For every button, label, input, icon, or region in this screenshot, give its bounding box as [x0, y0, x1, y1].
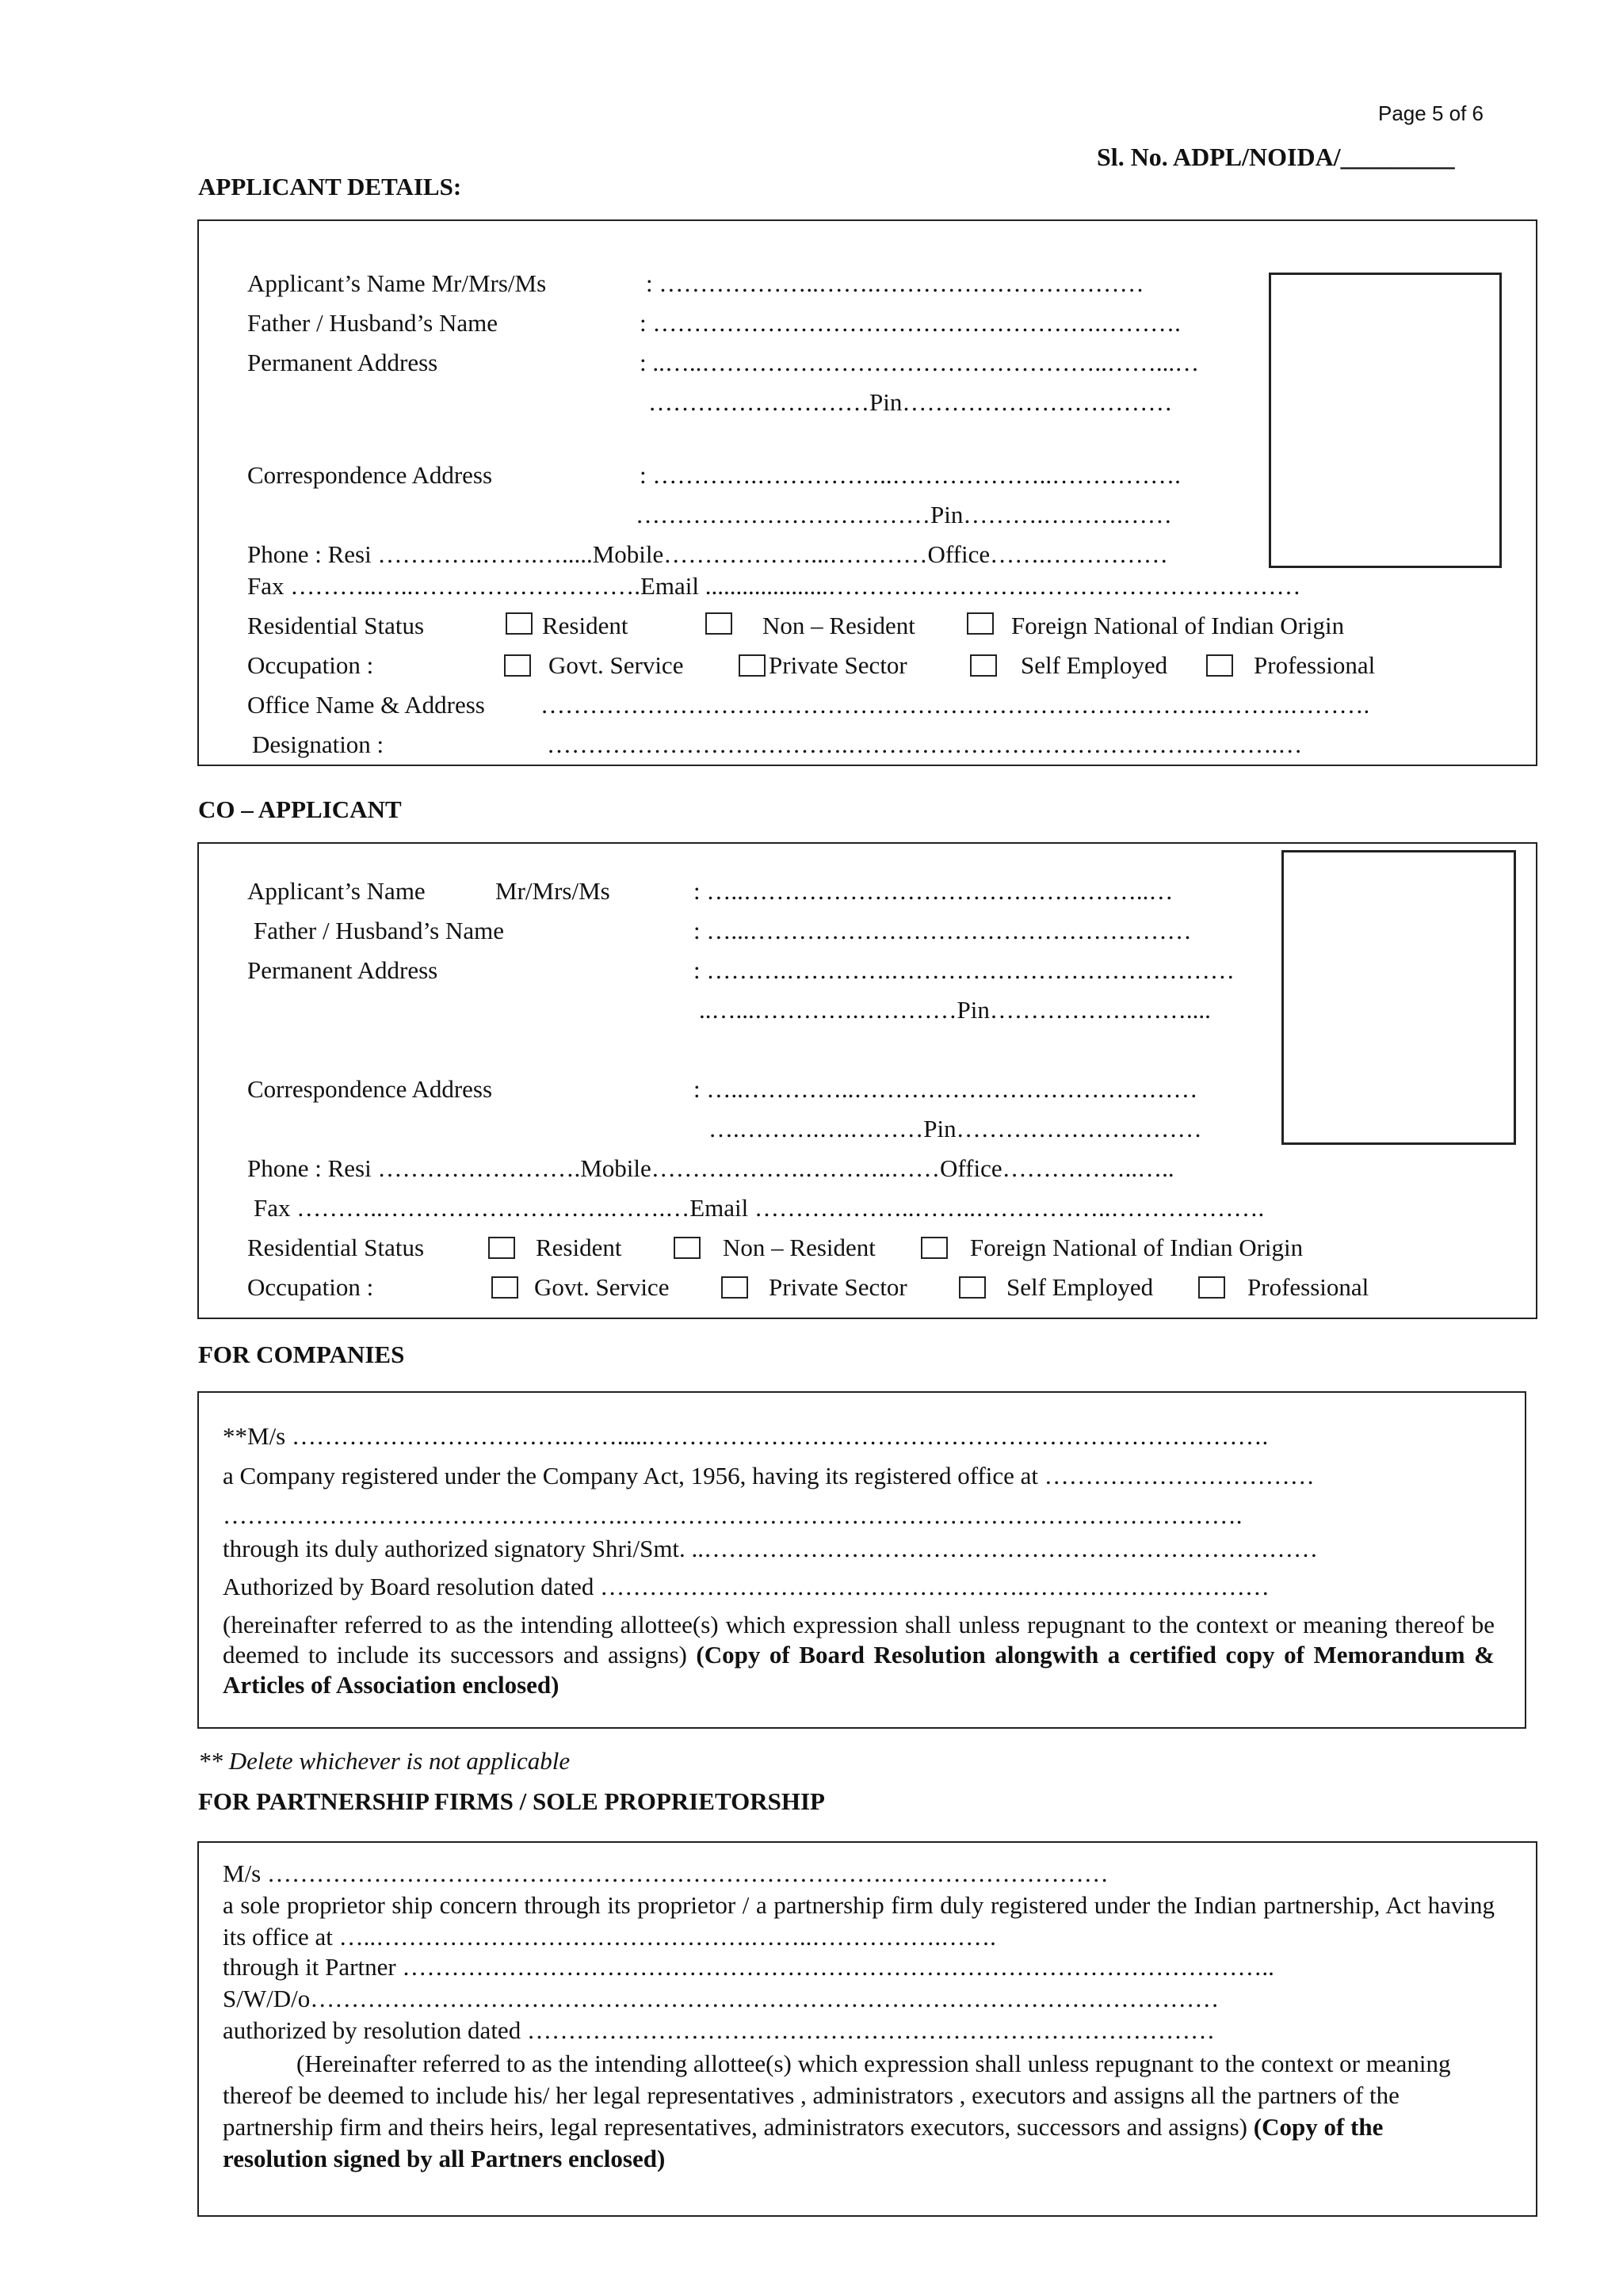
- partnership-resolution-date-field[interactable]: authorized by resolution dated …………………………………………………………………………: [223, 2016, 1215, 2044]
- partnership-office-paragraph[interactable]: a sole proprietor ship concern through its proprietor / a partnership firm duly registered under the Indian partnership, Act having its office at …..……………………………………….……..…………….…….: [223, 1891, 1495, 1951]
- companies-board-resolution-field[interactable]: Authorized by Board resolution dated …………………………………………….…………………………: [223, 1573, 1270, 1600]
- applicant-non-resident-label: Non – Resident: [762, 612, 915, 639]
- applicant-private-sector-label: Private Sector: [769, 651, 907, 679]
- co-applicant-professional-label: Professional: [1247, 1273, 1369, 1301]
- co-applicant-self-employed-checkbox[interactable]: [959, 1276, 986, 1299]
- partnership-swdo-field[interactable]: S/W/D/o…………………………………………………………………………………………………: [223, 1985, 1220, 2012]
- applicant-govt-service-checkbox[interactable]: [504, 654, 531, 677]
- companies-enclosure-note: (Copy of Board Resolution alongwith a certified copy of Memorandum & Articles of Association enclosed): [223, 1641, 1495, 1699]
- co-applicant-non-resident-checkbox[interactable]: [674, 1237, 701, 1259]
- co-applicant-photo-box[interactable]: [1281, 850, 1516, 1145]
- applicant-private-sector-checkbox[interactable]: [739, 654, 766, 677]
- partnership-section-title: FOR PARTNERSHIP FIRMS / SOLE PROPRIETORSHIP: [198, 1787, 825, 1815]
- co-applicant-resident-label: Resident: [536, 1234, 622, 1261]
- co-applicant-residential-status-label: Residential Status: [247, 1234, 425, 1261]
- applicant-permanent-address-label: Permanent Address: [247, 349, 438, 376]
- applicant-name-label: Applicant’s Name Mr/Mrs/Ms: [247, 269, 547, 297]
- companies-section-title: FOR COMPANIES: [198, 1341, 405, 1368]
- applicant-residential-status-label: Residential Status: [247, 612, 425, 639]
- delete-note: ** Delete whichever is not applicable: [198, 1747, 571, 1775]
- partnership-declaration-text: (Hereinafter referred to as the intending allottee(s) which expression shall unless repugnant to the context or meaning thereof be deemed to include his/ her legal representatives , administrators , executors and assigns all the partners of the partnership firm and theirs heirs, legal representatives, administrators executors, successors and assigns): [223, 2050, 1451, 2141]
- co-applicant-professional-checkbox[interactable]: [1198, 1276, 1225, 1299]
- co-applicant-foreign-national-label: Foreign National of Indian Origin: [970, 1234, 1304, 1261]
- co-applicant-section-title: CO – APPLICANT: [198, 795, 402, 823]
- co-applicant-resident-checkbox[interactable]: [488, 1237, 515, 1259]
- co-applicant-correspondence-address-label: Correspondence Address: [247, 1075, 493, 1103]
- co-applicant-non-resident-label: Non – Resident: [723, 1234, 876, 1261]
- applicant-photo-box[interactable]: [1269, 273, 1502, 568]
- applicant-fax-email-line[interactable]: Fax ………..…..……………………….Email ....................…………………….……………………………: [247, 572, 1301, 600]
- partnership-partner-field[interactable]: through it Partner ……………………………………………………………………………………………..: [223, 1953, 1274, 1981]
- co-applicant-permanent-address-label: Permanent Address: [247, 956, 438, 984]
- applicant-section-title: APPLICANT DETAILS:: [198, 173, 462, 200]
- co-applicant-foreign-national-checkbox[interactable]: [921, 1237, 948, 1259]
- applicant-father-field[interactable]: : ……………………………………………….……….: [640, 309, 1181, 337]
- co-applicant-govt-service-checkbox[interactable]: [491, 1276, 518, 1299]
- applicant-resident-label: Resident: [542, 612, 628, 639]
- applicant-resident-checkbox[interactable]: [506, 612, 533, 635]
- partnership-ms-field[interactable]: M/s ………………………………………………………………….………………………: [223, 1859, 1109, 1887]
- co-applicant-permanent-address-field[interactable]: : ……….………….……………………………………: [693, 956, 1235, 984]
- co-applicant-occupation-label: Occupation :: [247, 1273, 374, 1301]
- applicant-permanent-pin-field[interactable]: ………………………Pin……………………………: [648, 388, 1173, 416]
- co-applicant-private-sector-checkbox[interactable]: [721, 1276, 748, 1299]
- applicant-professional-checkbox[interactable]: [1206, 654, 1233, 677]
- co-applicant-fax-email-line[interactable]: Fax ………..……………………….…….…Email ………………..……..……………..……………….: [254, 1194, 1265, 1222]
- co-applicant-title-label: Mr/Mrs/Ms: [495, 877, 610, 905]
- co-applicant-private-sector-label: Private Sector: [769, 1273, 907, 1301]
- applicant-correspondence-address-field[interactable]: : ………….……………..………………..…………….: [640, 461, 1181, 489]
- companies-address-field[interactable]: ………………………………………….………………………………………………………………….: [223, 1501, 1243, 1529]
- applicant-foreign-national-checkbox[interactable]: [967, 612, 994, 635]
- applicant-designation-field[interactable]: ……………………………….…………………………………….……….…: [547, 730, 1303, 758]
- applicant-occupation-label: Occupation :: [247, 651, 374, 679]
- co-applicant-correspondence-address-field[interactable]: : …..…………..……………………………………: [693, 1075, 1198, 1103]
- partnership-enclosure-note: (Copy of the resolution signed by all Partners enclosed): [223, 2113, 1384, 2172]
- applicant-designation-label: Designation :: [252, 730, 384, 758]
- co-applicant-self-employed-label: Self Employed: [1006, 1273, 1154, 1301]
- applicant-correspondence-pin-field[interactable]: ………………………………Pin……….……….……: [636, 501, 1172, 528]
- co-applicant-permanent-pin-field[interactable]: ..…...………….…………Pin……………………....: [699, 996, 1211, 1024]
- companies-declaration-text: (hereinafter referred to as the intending allottee(s) which expression shall unless repugnant to the context or meaning thereof be deemed to include its successors and assigns): [223, 1611, 1495, 1669]
- applicant-phone-line[interactable]: Phone : Resi ………….…….….....Mobile………………...…………Office…….……………: [247, 540, 1168, 568]
- companies-registered-office-field[interactable]: a Company registered under the Company Act, 1956, having its registered office at ……………………………: [223, 1462, 1315, 1489]
- applicant-govt-service-label: Govt. Service: [548, 651, 684, 679]
- applicant-self-employed-label: Self Employed: [1021, 651, 1168, 679]
- companies-ms-field[interactable]: **M/s …………………………….…….....………………………………………………………………….: [223, 1422, 1269, 1450]
- partnership-declaration-paragraph: [223, 2048, 1475, 2175]
- applicant-father-label: Father / Husband’s Name: [247, 309, 498, 337]
- co-applicant-father-label: Father / Husband’s Name: [254, 917, 504, 944]
- applicant-office-label: Office Name & Address: [247, 691, 485, 719]
- applicant-name-field[interactable]: : ………………..…….……………………………: [646, 269, 1144, 297]
- page-number: Page 5 of 6: [1378, 101, 1484, 125]
- serial-number: Sl. No. ADPL/NOIDA/_________: [1097, 143, 1455, 171]
- applicant-correspondence-address-label: Correspondence Address: [247, 461, 493, 489]
- co-applicant-govt-service-label: Govt. Service: [534, 1273, 670, 1301]
- applicant-professional-label: Professional: [1254, 651, 1376, 679]
- co-applicant-name-field[interactable]: : …..…………………………………………..…: [693, 877, 1174, 905]
- co-applicant-phone-line[interactable]: Phone : Resi …………………….Mobile……………….………..……Office……………..…..: [247, 1154, 1174, 1182]
- co-applicant-correspondence-pin-field[interactable]: ….……….….………Pin…………………………: [708, 1115, 1202, 1142]
- applicant-self-employed-checkbox[interactable]: [970, 654, 997, 677]
- applicant-non-resident-checkbox[interactable]: [705, 612, 732, 635]
- co-applicant-father-field[interactable]: : …...………………………………………………: [693, 917, 1192, 944]
- applicant-foreign-national-label: Foreign National of Indian Origin: [1011, 612, 1345, 639]
- co-applicant-name-label: Applicant’s Name: [247, 877, 426, 905]
- applicant-office-field[interactable]: ……………………………………………………………………….……….……….: [540, 691, 1370, 719]
- applicant-permanent-address-field[interactable]: : ..…..…………………………………………..……...…: [640, 349, 1200, 376]
- companies-signatory-field[interactable]: through its duly authorized signatory Shri/Smt. ..…………………………………………………………………: [223, 1535, 1319, 1562]
- companies-declaration-paragraph: [223, 1610, 1495, 1700]
